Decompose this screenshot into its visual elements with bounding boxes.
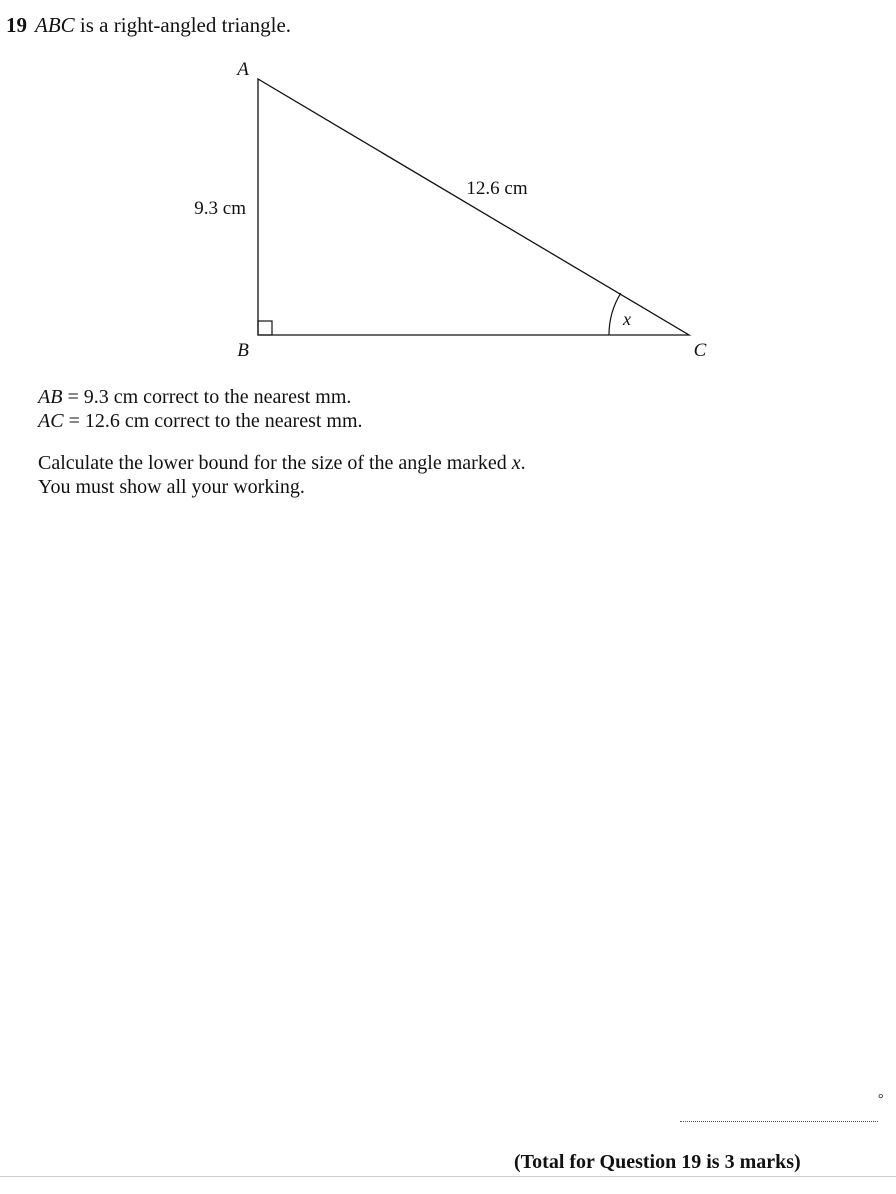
side-ac-label: 12.6 cm [466,178,528,199]
vertex-a-label: A [237,59,249,80]
bottom-divider [0,1176,896,1177]
question-stem-text: is a right-angled triangle. [74,13,292,37]
vertex-b-label: B [237,340,249,361]
triangle-abc [258,79,689,335]
body-line-ab [38,385,351,409]
question-number: 19 [6,13,27,37]
body-line-instruction-var: x [511,452,521,474]
body-line-ab-var: AB [38,386,63,408]
body-line-ac [38,409,363,433]
side-ab-label: 9.3 cm [194,198,246,219]
triangle-diagram [0,0,896,380]
body-line-instruction-text: Calculate the lower bound for the size of the angle marked [38,452,512,474]
body-line-instruction-end: . [520,452,526,474]
body-line-ab-text: = 9.3 cm correct to the nearest mm. [62,386,352,408]
angle-x-label: x [623,309,631,329]
answer-degree-symbol: ° [878,1092,884,1107]
body-line-ac-var: AC [38,410,64,432]
right-angle-marker [258,321,272,335]
body-line-instruction [38,451,526,475]
angle-x-arc [609,293,621,335]
body-line-ac-text: = 12.6 cm correct to the nearest mm. [63,410,363,432]
total-marks: (Total for Question 19 is 3 marks) [514,1151,801,1173]
vertex-c-label: C [693,340,707,361]
body-line-working: You must show all your working. [38,476,305,498]
answer-line[interactable] [680,1121,878,1122]
question-stem-triangle-name: ABC [35,13,75,37]
